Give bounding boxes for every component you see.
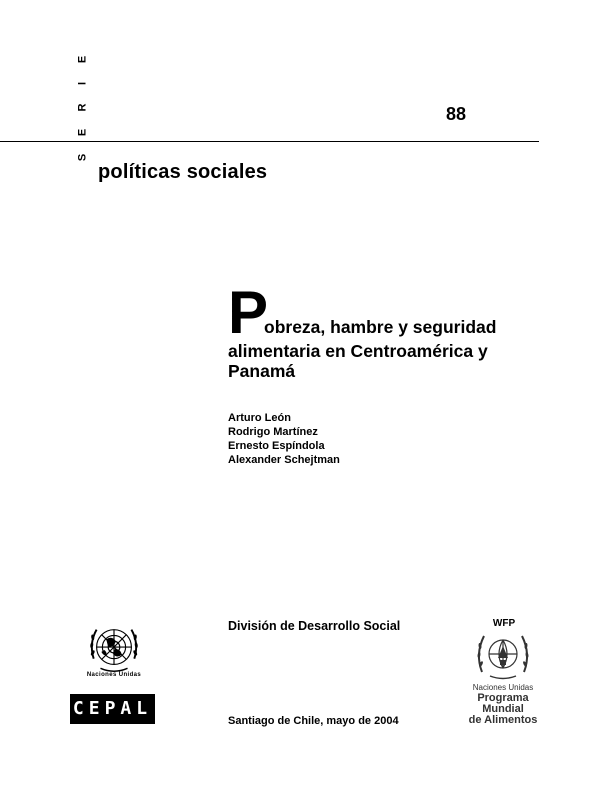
author-name: Arturo León [228,412,291,424]
series-label-letter: I [76,81,89,86]
wfp-label: WFP [492,618,516,629]
series-label-letter: E [76,128,89,137]
title-dropcap: P [228,279,269,346]
series-number: 88 [446,104,467,124]
title-line: Panamá [228,361,296,381]
author-list [228,411,340,467]
wfp-name-line: Programa [477,692,529,704]
series-label-letter: R [76,103,89,112]
division-name: División de Desarrollo Social [228,619,401,633]
author-name: Ernesto Espíndola [228,440,325,452]
wfp-name-line: Mundial [482,703,524,715]
wfp-program-name [460,693,546,726]
place-date: Santiago de Chile, mayo de 2004 [228,715,399,727]
series-label-letter: E [76,55,89,64]
series-title: políticas sociales [98,161,268,183]
cepal-logo: CEPAL [70,694,155,724]
wfp-emblem-icon [472,628,534,682]
series-label-letter: S [76,153,89,162]
wfp-name-line: de Alimentos [468,714,538,726]
title-line: obreza, hambre y seguridad [264,317,497,337]
author-name: Alexander Schejtman [228,454,340,466]
wfp-caption: Naciones Unidas [472,683,534,692]
un-caption: Naciones Unidas [86,672,142,678]
un-emblem-icon [85,620,143,678]
header-rule [0,141,539,142]
title-line: alimentaria en Centroamérica y [228,341,488,361]
author-name: Rodrigo Martínez [228,426,318,438]
